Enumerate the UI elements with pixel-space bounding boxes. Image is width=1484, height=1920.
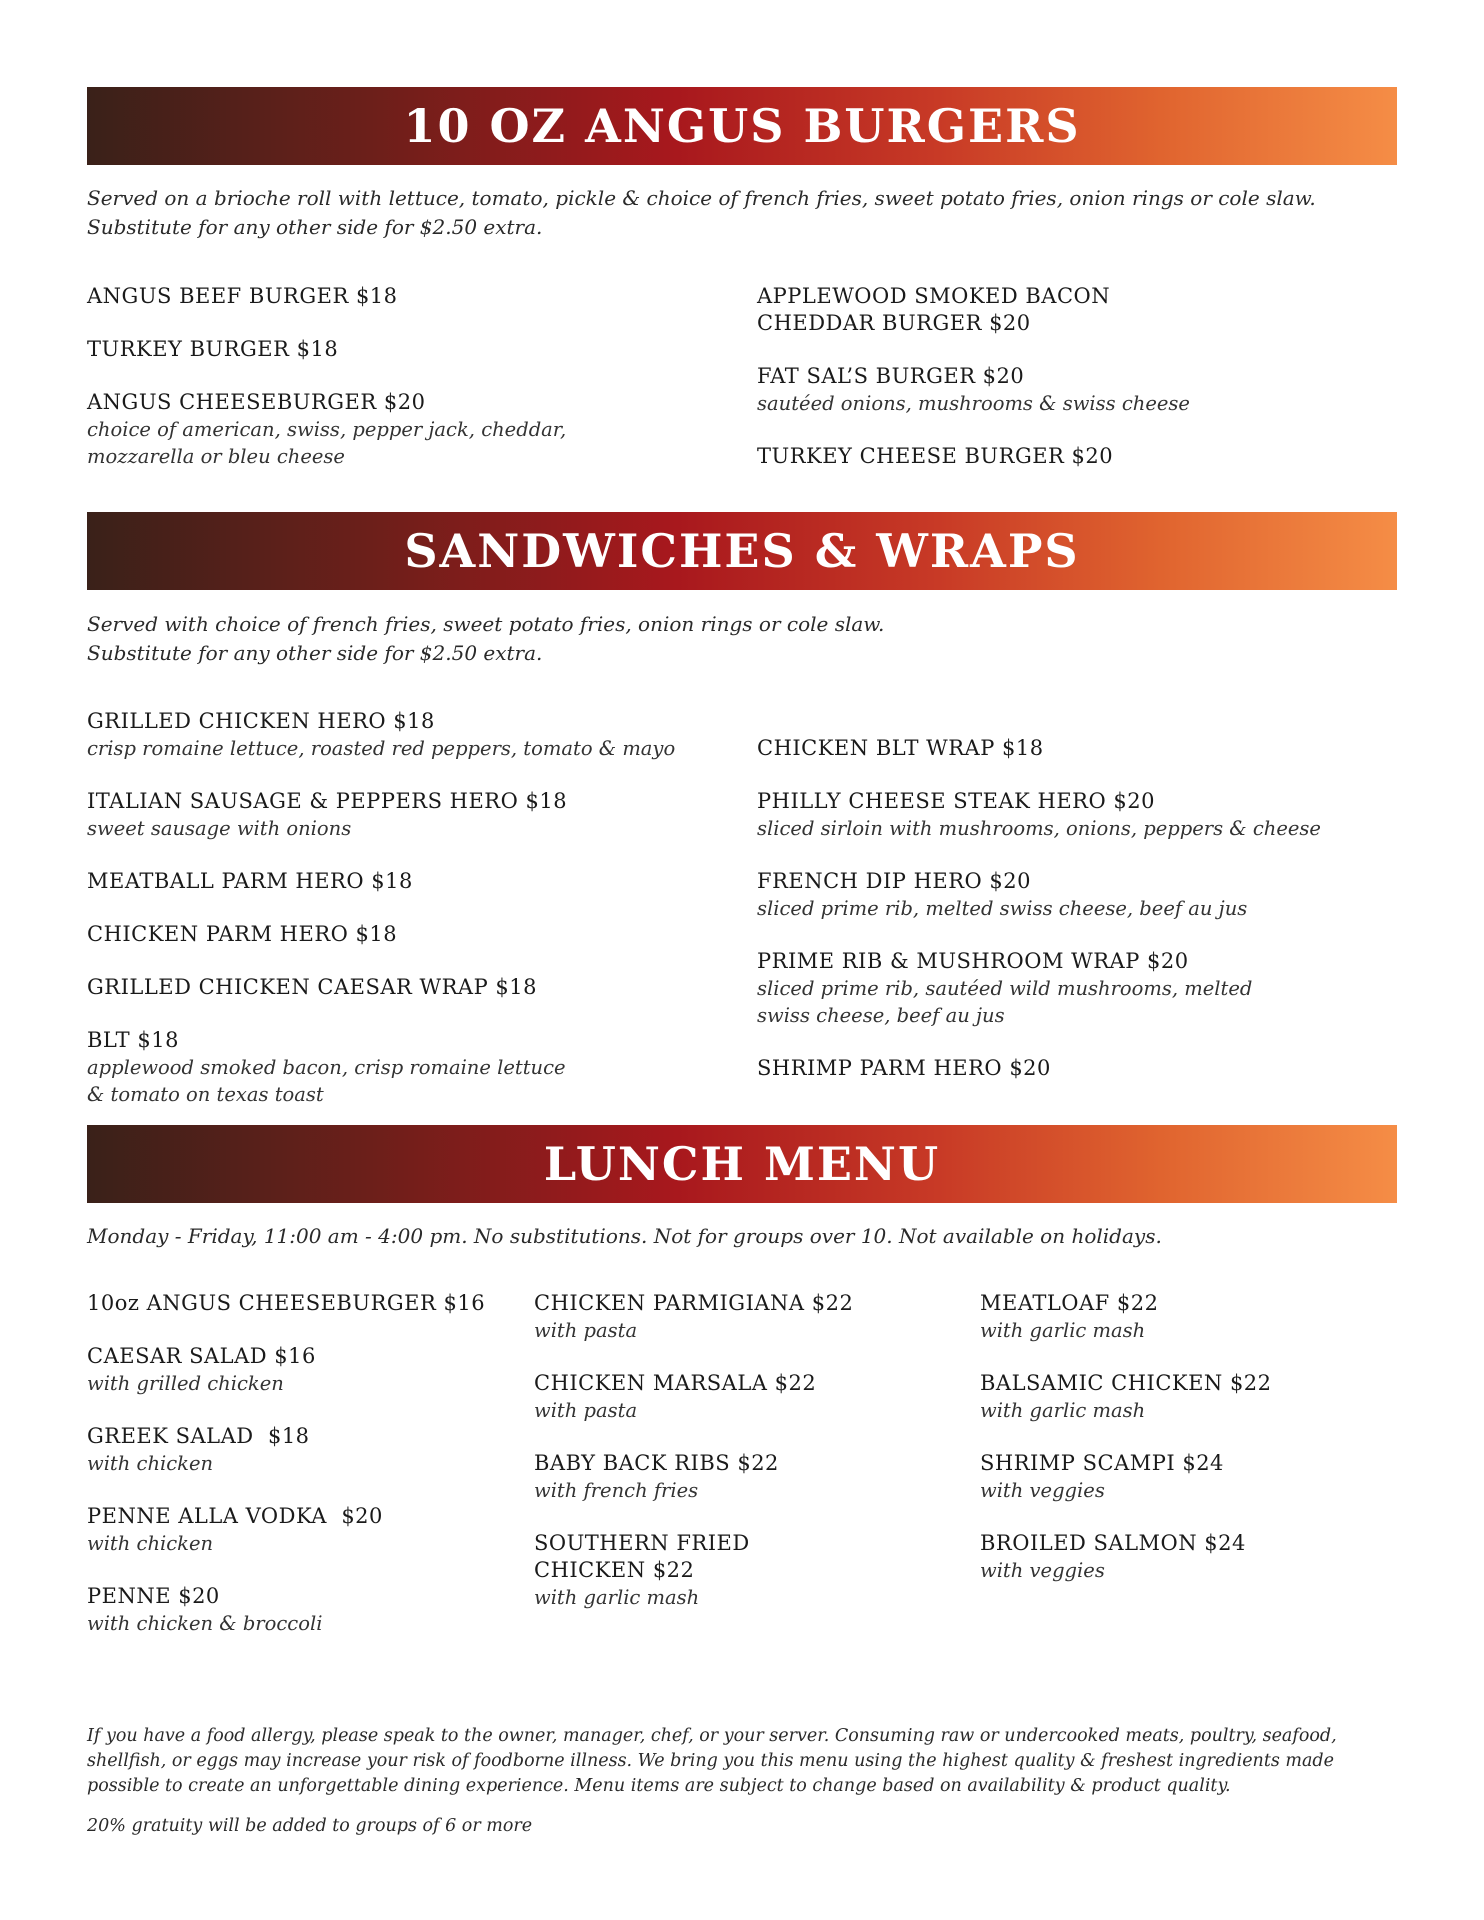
- burgers-intro: [87, 184, 1397, 242]
- item-description: applewood smoked bacon, crisp romaine lettuce: [87, 1056, 566, 1079]
- item-name: MEATBALL PARM HERO $18: [87, 869, 413, 893]
- menu-item: [87, 389, 727, 470]
- menu-item: [757, 363, 1397, 417]
- menu-item: [980, 1450, 1397, 1504]
- menu-item: [87, 921, 747, 948]
- item-name: PRIME RIB & MUSHROOM WRAP $20: [757, 949, 1189, 973]
- item-description: with garlic mash: [980, 1399, 1146, 1422]
- item-description: with chicken: [87, 1532, 214, 1555]
- sandwiches-left-column: [87, 708, 747, 1134]
- item-name: ITALIAN SAUSAGE & PEPPERS HERO $18: [87, 789, 568, 813]
- item-name: GRILLED CHICKEN HERO $18: [87, 709, 435, 733]
- item-name: CHICKEN PARM HERO $18: [87, 922, 398, 946]
- item-name: ANGUS CHEESEBURGER $20: [87, 390, 426, 414]
- item-name: BROILED SALMON $24: [980, 1531, 1246, 1555]
- item-description: choice of american, swiss, pepper jack, cheddar,: [87, 418, 567, 441]
- menu-item: [757, 948, 1397, 1029]
- gratuity-line: 20% gratuity will be added to groups of 6 or more: [87, 1816, 533, 1836]
- menu-item: [534, 1370, 964, 1424]
- item-name: PENNE $20: [87, 1584, 220, 1608]
- lunch-intro: [87, 1222, 1397, 1251]
- menu-item: [757, 443, 1397, 470]
- burgers-right-column: [757, 283, 1397, 496]
- item-description: with pasta: [534, 1319, 638, 1342]
- menu-item: [87, 336, 727, 363]
- sandwiches-intro: [87, 610, 1397, 668]
- sandwiches-intro-line-2: Substitute for any other side for $2.50 extra.: [87, 641, 543, 665]
- item-description: crisp romaine lettuce, roasted red peppers, tomato & mayo: [87, 737, 676, 760]
- sandwiches-title: SANDWICHES & WRAPS: [404, 524, 1080, 578]
- menu-item: [87, 788, 747, 842]
- item-description: & tomato on texas toast: [87, 1083, 324, 1106]
- item-description: sweet sausage with onions: [87, 817, 352, 840]
- item-description: with garlic mash: [980, 1319, 1146, 1342]
- item-name: FRENCH DIP HERO $20: [757, 869, 1032, 893]
- burgers-intro-line-1: Served on a brioche roll with lettuce, tomato, pickle & choice of french fries, sweet potato fries, onion rings or cole slaw.: [87, 186, 1316, 210]
- item-description: with pasta: [534, 1399, 638, 1422]
- item-name: CHICKEN MARSALA $22: [534, 1371, 817, 1395]
- sandwiches-right-column: [757, 735, 1397, 1108]
- burgers-intro-line-2: Substitute for any other side for $2.50 extra.: [87, 215, 543, 239]
- item-name: GREEK SALAD $18: [87, 1424, 310, 1448]
- menu-item: [757, 868, 1397, 922]
- item-name: PHILLY CHEESE STEAK HERO $20: [757, 789, 1155, 813]
- menu-item: [534, 1290, 964, 1344]
- item-name: CHICKEN $22: [534, 1558, 695, 1582]
- item-name: SOUTHERN FRIED: [534, 1531, 750, 1555]
- lunch-column-2: [534, 1290, 964, 1637]
- item-name: BALSAMIC CHICKEN $22: [980, 1371, 1272, 1395]
- menu-item: [757, 788, 1397, 842]
- item-name: TURKEY CHEESE BURGER $20: [757, 444, 1114, 468]
- menu-item: [87, 283, 727, 310]
- sandwiches-intro-line-1: Served with choice of french fries, sweet potato fries, onion rings or cole slaw.: [87, 612, 885, 636]
- item-description: mozzarella or bleu cheese: [87, 445, 345, 468]
- item-name: SHRIMP SCAMPI $24: [980, 1451, 1224, 1475]
- item-name: ANGUS BEEF BURGER $18: [87, 284, 398, 308]
- allergy-line-1: If you have a food allergy, please speak to the owner, manager, chef, or your server. Consuming raw or undercooked meats, poultry, seafood,: [87, 1726, 1337, 1746]
- item-description: with veggies: [980, 1559, 1105, 1582]
- menu-item: [980, 1290, 1397, 1344]
- lunch-column-3: [980, 1290, 1397, 1610]
- menu-item: [757, 735, 1397, 762]
- item-name: 10oz ANGUS CHEESEBURGER $16: [87, 1291, 486, 1315]
- menu-item: [87, 1027, 747, 1108]
- item-name: CHEDDAR BURGER $20: [757, 311, 1031, 335]
- menu-item: [87, 708, 747, 762]
- item-name: GRILLED CHICKEN CAESAR WRAP $18: [87, 975, 537, 999]
- item-description: with chicken & broccoli: [87, 1612, 323, 1635]
- item-name: TURKEY BURGER $18: [87, 337, 339, 361]
- menu-item: [87, 1583, 527, 1637]
- menu-item: [980, 1530, 1397, 1584]
- item-description: with chicken: [87, 1452, 214, 1475]
- menu-item: [87, 1503, 527, 1557]
- lunch-intro-line-1: Monday - Friday, 11:00 am - 4:00 pm. No substitutions. Not for groups over 10. Not available on holidays.: [87, 1224, 1162, 1248]
- item-name: CAESAR SALAD $16: [87, 1344, 316, 1368]
- allergy-line-2: shellfish, or eggs may increase your risk of foodborne illness. We bring you this menu using the highest quality & freshest ingredients made: [87, 1751, 1334, 1771]
- item-description: sliced prime rib, sautéed wild mushrooms, melted: [757, 977, 1253, 1000]
- menu-item: [534, 1530, 964, 1611]
- menu-item: [757, 1055, 1397, 1082]
- menu-item: [87, 868, 747, 895]
- item-name: BABY BACK RIBS $22: [534, 1451, 779, 1475]
- menu-item: [87, 1423, 527, 1477]
- item-description: sliced sirloin with mushrooms, onions, peppers & cheese: [757, 817, 1321, 840]
- item-description: swiss cheese, beef au jus: [757, 1004, 1005, 1027]
- lunch-title: LUNCH MENU: [543, 1137, 941, 1191]
- burgers-banner: [87, 87, 1397, 165]
- menu-item: [87, 1343, 527, 1397]
- item-description: with veggies: [980, 1479, 1105, 1502]
- lunch-column-1: [87, 1290, 527, 1663]
- item-name: APPLEWOOD SMOKED BACON: [757, 284, 1111, 308]
- menu-item: [87, 974, 747, 1001]
- item-name: MEATLOAF $22: [980, 1291, 1159, 1315]
- menu-item: [87, 1290, 527, 1317]
- allergy-line-3: possible to create an unforgettable dining experience. Menu items are subject to change based on availability & product quality.: [87, 1776, 1231, 1796]
- item-name: BLT $18: [87, 1028, 179, 1052]
- item-name: SHRIMP PARM HERO $20: [757, 1056, 1051, 1080]
- menu-item: [980, 1370, 1397, 1424]
- gratuity-notice: [87, 1814, 1397, 1839]
- menu-item: [534, 1450, 964, 1504]
- item-name: CHICKEN PARMIGIANA $22: [534, 1291, 854, 1315]
- item-description: sautéed onions, mushrooms & swiss cheese: [757, 392, 1190, 415]
- burgers-left-column: [87, 283, 727, 496]
- item-description: with garlic mash: [534, 1586, 700, 1609]
- item-description: sliced prime rib, melted swiss cheese, beef au jus: [757, 897, 1248, 920]
- item-name: FAT SAL’S BURGER $20: [757, 364, 1025, 388]
- item-description: with grilled chicken: [87, 1372, 284, 1395]
- allergy-notice: [87, 1724, 1397, 1799]
- sandwiches-banner: [87, 512, 1397, 590]
- item-name: PENNE ALLA VODKA $20: [87, 1504, 383, 1528]
- item-description: with french fries: [534, 1479, 699, 1502]
- menu-item: [757, 283, 1397, 337]
- lunch-banner: [87, 1125, 1397, 1203]
- item-name: CHICKEN BLT WRAP $18: [757, 736, 1044, 760]
- burgers-title: 10 OZ ANGUS BURGERS: [403, 99, 1081, 153]
